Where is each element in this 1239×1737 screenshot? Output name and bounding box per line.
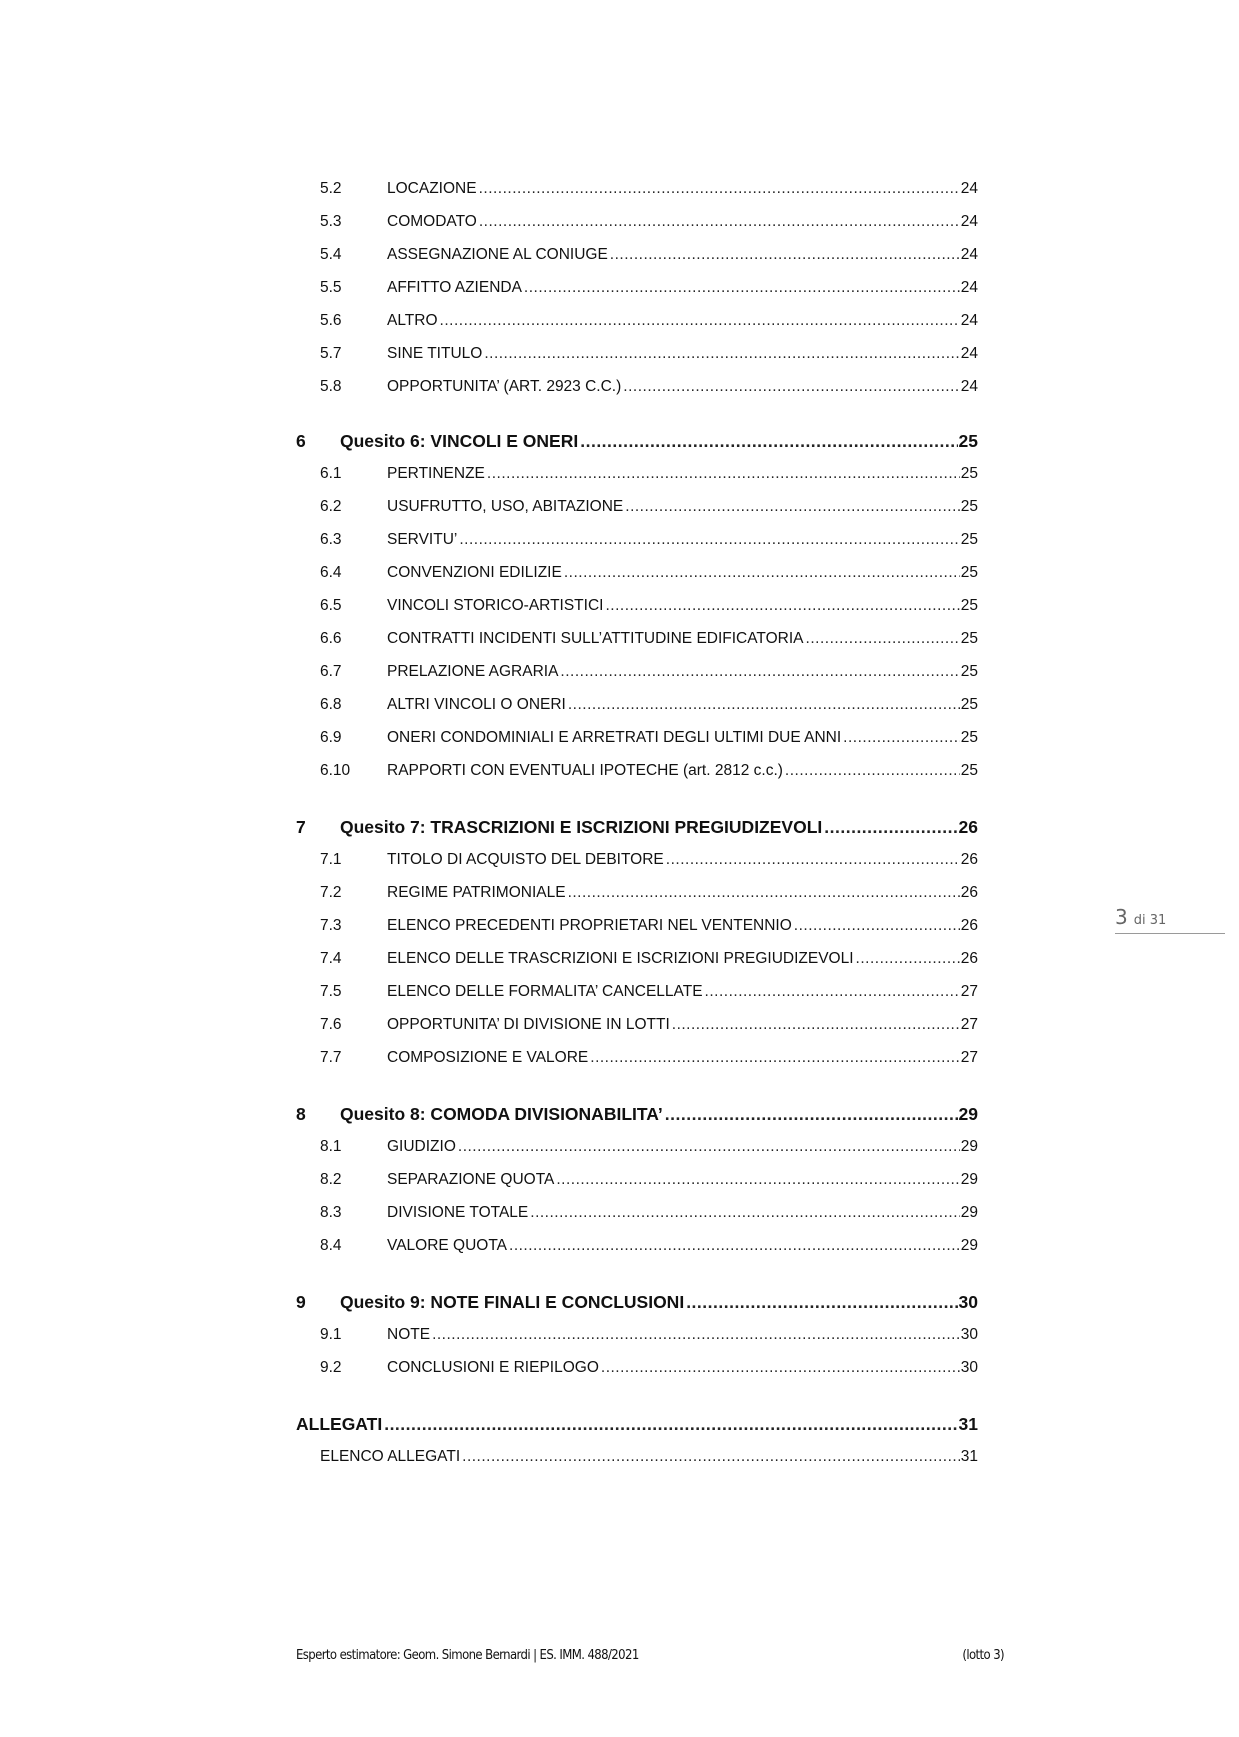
toc-entry-page: 26 bbox=[960, 950, 978, 967]
toc-entry-number: 8.1 bbox=[320, 1138, 342, 1155]
toc-entry-title: ASSEGNAZIONE AL CONIUGE bbox=[387, 246, 608, 263]
toc-subsection-entry[interactable] bbox=[296, 531, 978, 564]
toc-subsection-entry[interactable] bbox=[296, 762, 978, 795]
toc-dot-leader bbox=[665, 1104, 958, 1125]
toc-entry-number: 9.1 bbox=[320, 1326, 342, 1343]
toc-entry-title: VALORE QUOTA bbox=[387, 1237, 508, 1254]
toc-dot-leader bbox=[580, 431, 957, 452]
footer-lot: (lotto 3) bbox=[962, 1648, 1004, 1663]
toc-subsection-entry[interactable] bbox=[296, 312, 978, 345]
toc-entry-page: 24 bbox=[960, 279, 978, 296]
toc-dot-leader bbox=[479, 213, 960, 231]
toc-dot-leader bbox=[560, 663, 959, 681]
toc-entry-page: 24 bbox=[960, 312, 978, 329]
toc-entry-title: ALTRI VINCOLI O ONERI bbox=[387, 696, 566, 713]
toc-entry-page: 25 bbox=[958, 431, 978, 451]
toc-entry-title: TITOLO DI ACQUISTO DEL DEBITORE bbox=[387, 851, 664, 868]
toc-subsection-entry[interactable] bbox=[296, 630, 978, 663]
toc-entry-title: ELENCO DELLE FORMALITA’ CANCELLATE bbox=[387, 983, 703, 1000]
toc-entry-page: 24 bbox=[960, 213, 978, 230]
toc-dot-leader bbox=[843, 729, 960, 747]
toc-entry-title: ELENCO PRECEDENTI PROPRIETARI NEL VENTENNIO bbox=[387, 917, 792, 934]
toc-dot-leader bbox=[856, 950, 960, 968]
toc-dot-leader bbox=[806, 630, 960, 648]
toc-dot-leader bbox=[686, 1292, 957, 1313]
toc-entry-page: 27 bbox=[960, 983, 978, 1000]
toc-dot-leader bbox=[605, 597, 959, 615]
toc-entry-number: 5.3 bbox=[320, 213, 342, 230]
toc-entry-number: 5.7 bbox=[320, 345, 342, 362]
toc-dot-leader bbox=[487, 465, 960, 483]
toc-section-entry[interactable] bbox=[296, 1414, 978, 1448]
toc-entry-title: OPPORTUNITA’ (ART. 2923 C.C.) bbox=[387, 378, 622, 395]
toc-entry-number: 6.1 bbox=[320, 465, 342, 482]
toc-dot-leader bbox=[705, 983, 960, 1001]
toc-dot-leader bbox=[601, 1359, 960, 1377]
toc-entry-number: 6.3 bbox=[320, 531, 342, 548]
toc-entry-title: LOCAZIONE bbox=[387, 180, 477, 197]
toc-subsection-entry[interactable] bbox=[296, 498, 978, 531]
toc-entry-page: 25 bbox=[960, 696, 978, 713]
toc-entry-title: VINCOLI STORICO-ARTISTICI bbox=[387, 597, 604, 614]
toc-dot-leader bbox=[610, 246, 960, 264]
side-page-number bbox=[1115, 905, 1225, 934]
toc-entry-page: 29 bbox=[960, 1171, 978, 1188]
toc-entry-number: 6.7 bbox=[320, 663, 342, 680]
toc-subsection-entry[interactable] bbox=[296, 950, 978, 983]
toc-subsection-entry[interactable] bbox=[296, 1016, 978, 1049]
toc-entry-page: 25 bbox=[960, 564, 978, 581]
toc-entry-number: 8.4 bbox=[320, 1237, 342, 1254]
toc-entry-number: 5.2 bbox=[320, 180, 342, 197]
toc-entry-title: CONCLUSIONI E RIEPILOGO bbox=[387, 1359, 599, 1376]
toc-entry-page: 25 bbox=[960, 762, 978, 779]
toc-entry-number: 7.6 bbox=[320, 1016, 342, 1033]
toc-dot-leader bbox=[432, 1326, 960, 1344]
toc-dot-leader bbox=[484, 345, 959, 363]
toc-entry-title: COMPOSIZIONE E VALORE bbox=[387, 1049, 589, 1066]
toc-entry-page: 25 bbox=[960, 597, 978, 614]
toc-entry-number: 6.2 bbox=[320, 498, 342, 515]
toc-subsection-entry[interactable] bbox=[296, 1237, 978, 1270]
toc-subsection-entry[interactable] bbox=[296, 917, 978, 950]
toc-entry-number: 6 bbox=[296, 431, 306, 451]
table-of-contents bbox=[296, 180, 978, 1481]
toc-entry-page: 30 bbox=[958, 1292, 978, 1312]
toc-section-entry[interactable] bbox=[296, 817, 978, 851]
toc-entry-page: 30 bbox=[960, 1359, 978, 1376]
toc-dot-leader bbox=[672, 1016, 960, 1034]
toc-subsection-entry[interactable] bbox=[296, 345, 978, 378]
toc-subsection-entry[interactable] bbox=[296, 378, 978, 411]
toc-subsection-entry[interactable] bbox=[296, 729, 978, 762]
toc-subsection-entry[interactable] bbox=[296, 1171, 978, 1204]
toc-dot-leader bbox=[794, 917, 960, 935]
toc-entry-title: ELENCO ALLEGATI bbox=[320, 1448, 461, 1465]
toc-dot-leader bbox=[440, 312, 960, 330]
toc-entry-title: Quesito 9: NOTE FINALI E CONCLUSIONI bbox=[340, 1292, 685, 1312]
toc-dot-leader bbox=[530, 1204, 959, 1222]
toc-entry-page: 26 bbox=[960, 884, 978, 901]
toc-entry-page: 25 bbox=[960, 663, 978, 680]
toc-subsection-entry[interactable] bbox=[296, 1448, 978, 1481]
toc-entry-title: GIUDIZIO bbox=[387, 1138, 456, 1155]
toc-entry-title: Quesito 8: COMODA DIVISIONABILITA’ bbox=[340, 1104, 663, 1124]
toc-entry-number: 6.8 bbox=[320, 696, 342, 713]
footer-author: Esperto estimatore: Geom. Simone Bernardi | ES. IMM. 488/2021 bbox=[296, 1648, 639, 1663]
toc-entry-number: 6.9 bbox=[320, 729, 342, 746]
toc-entry-title: OPPORTUNITA’ DI DIVISIONE IN LOTTI bbox=[387, 1016, 670, 1033]
toc-dot-leader bbox=[568, 884, 960, 902]
toc-entry-title: ELENCO DELLE TRASCRIZIONI E ISCRIZIONI PREGIUDIZEVOLI bbox=[387, 950, 854, 967]
toc-dot-leader bbox=[462, 1448, 960, 1466]
toc-dot-leader bbox=[509, 1237, 960, 1255]
toc-entry-title: PRELAZIONE AGRARIA bbox=[387, 663, 559, 680]
toc-subsection-entry[interactable] bbox=[296, 851, 978, 884]
toc-subsection-entry[interactable] bbox=[296, 180, 978, 213]
toc-entry-number: 5.6 bbox=[320, 312, 342, 329]
toc-dot-leader bbox=[458, 1138, 960, 1156]
toc-dot-leader bbox=[556, 1171, 959, 1189]
toc-dot-leader bbox=[623, 378, 959, 396]
toc-entry-page: 29 bbox=[958, 1104, 978, 1124]
toc-entry-page: 25 bbox=[960, 465, 978, 482]
toc-entry-page: 25 bbox=[960, 729, 978, 746]
toc-entry-page: 29 bbox=[960, 1204, 978, 1221]
toc-entry-title: COMODATO bbox=[387, 213, 477, 230]
toc-entry-page: 24 bbox=[960, 378, 978, 395]
toc-entry-number: 6.4 bbox=[320, 564, 342, 581]
toc-entry-number: 5.4 bbox=[320, 246, 342, 263]
toc-entry-title: CONTRATTI INCIDENTI SULL’ATTITUDINE EDIFICATORIA bbox=[387, 630, 804, 647]
toc-entry-title: Quesito 6: VINCOLI E ONERI bbox=[340, 431, 579, 451]
toc-entry-number: 8.3 bbox=[320, 1204, 342, 1221]
toc-entry-number: 6.6 bbox=[320, 630, 342, 647]
toc-dot-leader bbox=[384, 1414, 957, 1435]
toc-entry-title: SERVITU’ bbox=[387, 531, 458, 548]
toc-subsection-entry[interactable] bbox=[296, 884, 978, 917]
toc-entry-page: 26 bbox=[960, 851, 978, 868]
toc-entry-page: 27 bbox=[960, 1049, 978, 1066]
toc-entry-page: 26 bbox=[960, 917, 978, 934]
toc-dot-leader bbox=[785, 762, 960, 780]
toc-entry-number: 9.2 bbox=[320, 1359, 342, 1376]
toc-subsection-entry[interactable] bbox=[296, 696, 978, 729]
toc-subsection-entry[interactable] bbox=[296, 213, 978, 246]
toc-dot-leader bbox=[824, 817, 957, 838]
toc-entry-title: ALTRO bbox=[387, 312, 438, 329]
toc-entry-page: 31 bbox=[960, 1448, 978, 1465]
toc-entry-page: 24 bbox=[960, 180, 978, 197]
toc-entry-page: 29 bbox=[960, 1138, 978, 1155]
toc-entry-title: Quesito 7: TRASCRIZIONI E ISCRIZIONI PREGIUDIZEVOLI bbox=[340, 817, 823, 837]
toc-entry-page: 27 bbox=[960, 1016, 978, 1033]
toc-entry-number: 6.5 bbox=[320, 597, 342, 614]
toc-entry-title: AFFITTO AZIENDA bbox=[387, 279, 522, 296]
toc-subsection-entry[interactable] bbox=[296, 246, 978, 279]
toc-subsection-entry[interactable] bbox=[296, 597, 978, 630]
toc-entry-number: 7.4 bbox=[320, 950, 342, 967]
toc-entry-title: SINE TITULO bbox=[387, 345, 483, 362]
toc-dot-leader bbox=[524, 279, 960, 297]
page-footer bbox=[296, 1648, 1004, 1663]
toc-entry-title: USUFRUTTO, USO, ABITAZIONE bbox=[387, 498, 624, 515]
toc-entry-page: 25 bbox=[960, 498, 978, 515]
toc-subsection-entry[interactable] bbox=[296, 983, 978, 1016]
toc-entry-title: RAPPORTI CON EVENTUALI IPOTECHE (art. 2812 c.c.) bbox=[387, 762, 783, 779]
toc-subsection-entry[interactable] bbox=[296, 564, 978, 597]
toc-subsection-entry[interactable] bbox=[296, 1326, 978, 1359]
toc-entry-page: 25 bbox=[960, 531, 978, 548]
toc-entry-title: NOTE bbox=[387, 1326, 431, 1343]
toc-entry-number: 9 bbox=[296, 1292, 306, 1312]
toc-subsection-entry[interactable] bbox=[296, 1359, 978, 1392]
toc-entry-page: 31 bbox=[958, 1414, 978, 1434]
toc-section-entry[interactable] bbox=[296, 431, 978, 465]
toc-entry-number: 5.5 bbox=[320, 279, 342, 296]
toc-entry-number: 7.5 bbox=[320, 983, 342, 1000]
toc-dot-leader bbox=[568, 696, 960, 714]
toc-entry-page: 25 bbox=[960, 630, 978, 647]
toc-entry-number: 7.2 bbox=[320, 884, 342, 901]
toc-entry-page: 26 bbox=[958, 817, 978, 837]
toc-entry-number: 7.3 bbox=[320, 917, 342, 934]
toc-dot-leader bbox=[666, 851, 960, 869]
toc-subsection-entry[interactable] bbox=[296, 663, 978, 696]
toc-entry-page: 24 bbox=[960, 345, 978, 362]
toc-dot-leader bbox=[564, 564, 960, 582]
toc-entry-number: 5.8 bbox=[320, 378, 342, 395]
toc-entry-title: PERTINENZE bbox=[387, 465, 485, 482]
toc-subsection-entry[interactable] bbox=[296, 465, 978, 498]
toc-entry-title: CONVENZIONI EDILIZIE bbox=[387, 564, 562, 581]
toc-dot-leader bbox=[625, 498, 959, 516]
toc-entry-page: 30 bbox=[960, 1326, 978, 1343]
toc-subsection-entry[interactable] bbox=[296, 1138, 978, 1171]
toc-entry-title: ONERI CONDOMINIALI E ARRETRATI DEGLI ULTIMI DUE ANNI bbox=[387, 729, 842, 746]
toc-entry-title: ALLEGATI bbox=[296, 1414, 383, 1434]
total-pages-label: di 31 bbox=[1133, 913, 1167, 928]
toc-entry-number: 6.10 bbox=[320, 762, 351, 779]
toc-dot-leader bbox=[590, 1049, 959, 1067]
toc-entry-title: REGIME PATRIMONIALE bbox=[387, 884, 566, 901]
toc-entry-number: 8.2 bbox=[320, 1171, 342, 1188]
toc-entry-number: 7.7 bbox=[320, 1049, 342, 1066]
toc-entry-number: 7.1 bbox=[320, 851, 342, 868]
toc-entry-title: DIVISIONE TOTALE bbox=[387, 1204, 529, 1221]
toc-dot-leader bbox=[479, 180, 960, 198]
toc-entry-number: 8 bbox=[296, 1104, 306, 1124]
toc-entry-page: 29 bbox=[960, 1237, 978, 1254]
toc-section-entry[interactable] bbox=[296, 1104, 978, 1138]
toc-subsection-entry[interactable] bbox=[296, 279, 978, 312]
current-page-number: 3 bbox=[1115, 905, 1128, 929]
toc-entry-number: 7 bbox=[296, 817, 306, 837]
toc-section-entry[interactable] bbox=[296, 1292, 978, 1326]
toc-subsection-entry[interactable] bbox=[296, 1204, 978, 1237]
toc-dot-leader bbox=[459, 531, 959, 549]
toc-entry-page: 24 bbox=[960, 246, 978, 263]
toc-subsection-entry[interactable] bbox=[296, 1049, 978, 1082]
toc-entry-title: SEPARAZIONE QUOTA bbox=[387, 1171, 555, 1188]
